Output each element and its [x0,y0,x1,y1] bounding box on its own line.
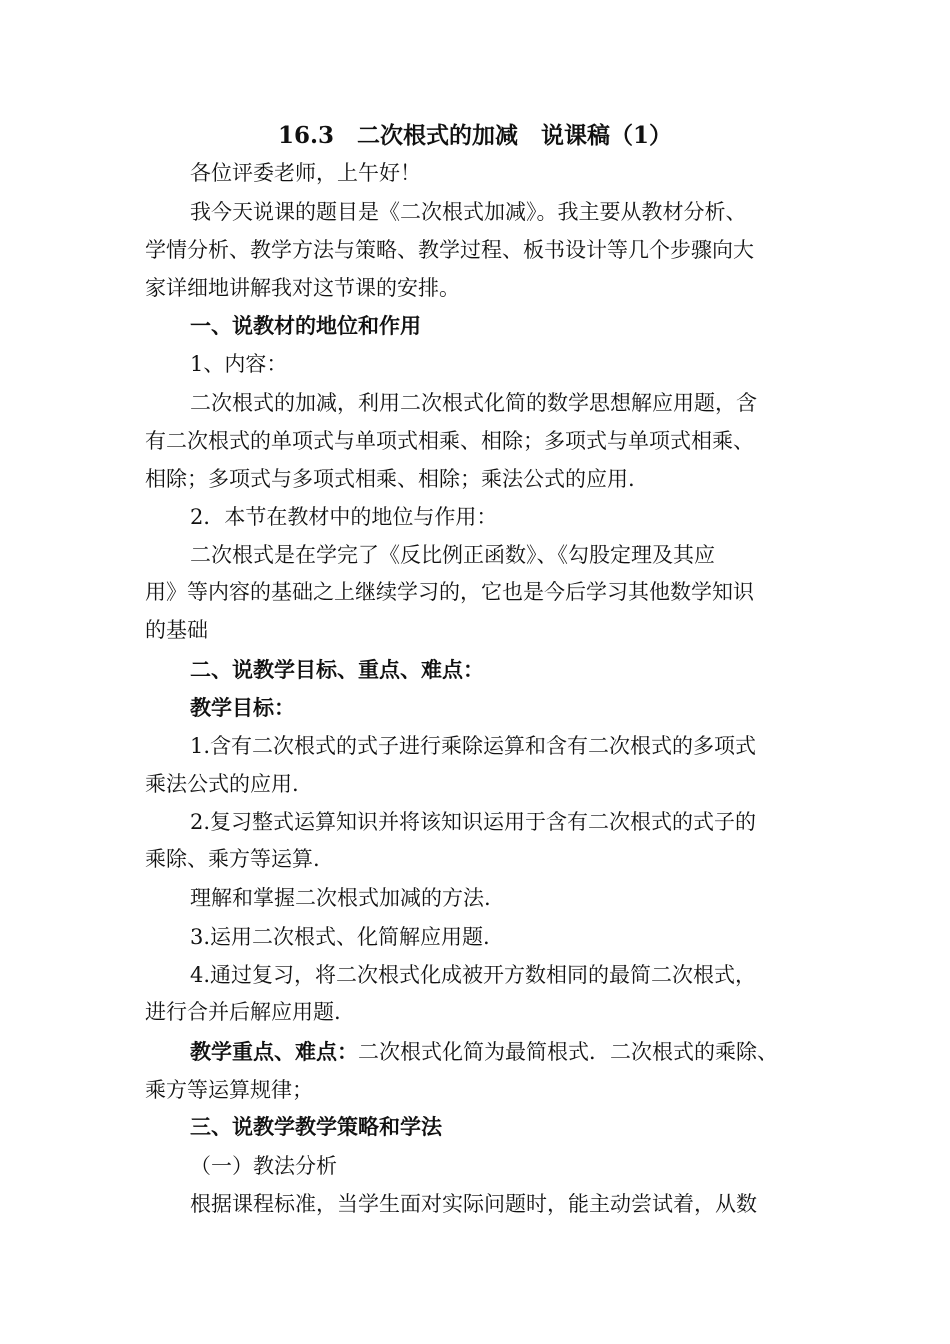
key-points-line [190,1039,778,1065]
paragraph-line: 乘除、乘方等运算. [145,847,320,871]
section-heading: 一、说教材的地位和作用 [190,313,421,338]
paragraph-line: 1.含有二次根式的式子进行乘除运算和含有二次根式的多项式 [190,734,757,758]
paragraph-line: 根据课程标准，当学生面对实际问题时，能主动尝试着，从数 [190,1192,757,1216]
paragraph-line: 2.复习整式运算知识并将该知识运用于含有二次根式的式子的 [190,810,757,834]
paragraph-line: 4.通过复习，将二次根式化成被开方数相同的最简二次根式， [190,963,757,987]
subheading: 教学目标： [190,695,295,720]
paragraph-line: 用》等内容的基础之上继续学习的，它也是今后学习其他数学知识 [145,580,754,604]
paragraph-line: 学情分析、教学方法与策略、教学过程、板书设计等几个步骤向大 [145,238,754,262]
paragraph-line: 乘法公式的应用. [145,772,299,796]
paragraph-line: 进行合并后解应用题. [145,1000,341,1024]
subheading: 2．本节在教材中的地位与作用： [190,505,498,529]
paragraph-line: 家详细地讲解我对这节课的安排。 [145,276,460,300]
subheading: （一）教法分析 [190,1154,337,1178]
greeting: 各位评委老师，上午好！ [190,161,421,185]
section-heading: 三、说教学教学策略和学法 [190,1114,442,1139]
paragraph-line: 二次根式的加减，利用二次根式化简的数学思想解应用题，含 [190,391,757,415]
subheading: 1、内容： [190,352,288,376]
paragraph-line: 有二次根式的单项式与单项式相乘、相除；多项式与单项式相乘、 [145,429,754,453]
paragraph-line: 我今天说课的题目是《二次根式加减》。我主要从教材分析、 [190,200,747,224]
paragraph-line: 乘方等运算规律； [145,1078,313,1102]
section-heading: 二、说教学目标、重点、难点： [190,657,484,682]
key-points-text: 二次根式化简为最简根式．二次根式的乘除、 [358,1040,778,1064]
paragraph-line: 的基础 [145,618,208,642]
paragraph-line: 理解和掌握二次根式加减的方法. [190,886,491,910]
document-title: 16.3 二次根式的加减 说课稿（1） [277,122,673,149]
paragraph-line: 3.运用二次根式、化简解应用题. [190,925,490,949]
paragraph-line: 二次根式是在学完了《反比例正函数》、《勾股定理及其应 [190,543,715,567]
paragraph-line: 相除；多项式与多项式相乘、相除；乘法公式的应用. [145,467,635,491]
key-points-label: 教学重点、难点： [190,1039,358,1064]
